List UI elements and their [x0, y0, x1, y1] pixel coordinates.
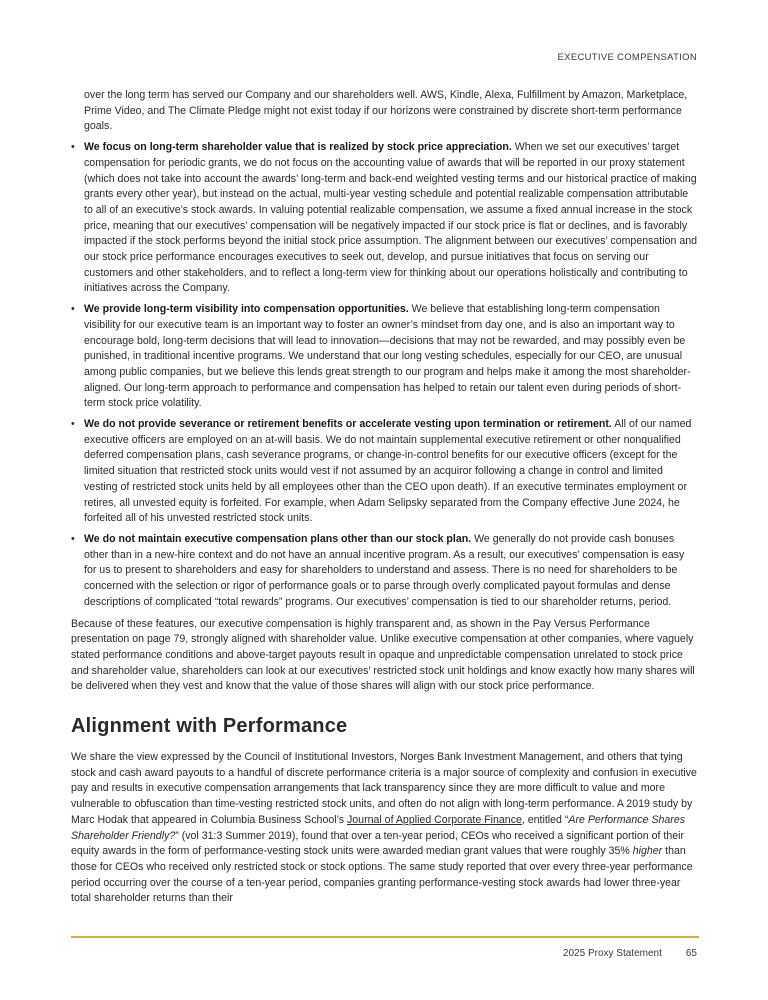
list-item-lead: We do not maintain executive compensation plans other than our stock plan. [84, 532, 472, 545]
section-heading: Alignment with Performance [71, 715, 348, 738]
list-item [71, 532, 699, 611]
section-paragraph [71, 750, 699, 907]
list-item-text: When we set our executives’ target compensation for periodic grants, we do not focus on the accounting value of awards that will be reported in our proxy statement (which does not take into account the awards’ long-term and back-end weighted vesting terms and our historical practice of making grants every other year), but instead on the actual, multi-year vesting schedule and potential realizable compensation attributable to all of an executive’s stock awards. In valuing potential realizable compensation, we assume a fixed annual increase in the stock price, meaning that our executives’ compensation will be negatively impacted if our stock price is flat or declines, and is favorably impacted if the stock performs beyond the initial stock price assumption. The alignment between our executives’ compensation and our stock price performance encourages executives to seek out, develop, and pursue initiatives that focus on serving our customers and other stakeholders, and to reflect a long-term view for thinking about our operations holistically and contributing to initiatives across the Company. [84, 141, 697, 295]
section-header: EXECUTIVE COMPENSATION [557, 52, 697, 63]
text-run: than those for CEOs who received only restricted stock or stock options. The same study reported that over every three-year performance period occurring over the course of a ten-year period, companies granting performance-vesting stock awards had lower three-year total shareholder returns than their [71, 845, 693, 905]
list-item [71, 417, 699, 527]
emphasis-higher: higher [632, 845, 663, 858]
page-footer [563, 948, 697, 959]
intro-paragraph: over the long term has served our Company and our shareholders well. AWS, Kindle, Alexa, Fulfillment by Amazon, Marketplace, Prime Video, and The Climate Pledge might not exist today if our horizons were constrained by discrete short-term performance goals. [84, 89, 688, 133]
text-run: , entitled “ [521, 813, 569, 826]
list-item-text: We generally do not provide cash bonuses other than in a new-hire context and do not have an annual incentive program. As a result, our executives’ compensation is easy for us to present to shareholders and easy for shareholders to understand and assess. There is no need for shareholders to be concerned with the selection or rigor of performance goals or to parse through overly complicated payout formulas and dense descriptions of complicated “total rewards” programs. Our executives’ compensation is tied to our shareholder returns, period. [84, 532, 685, 608]
journal-link[interactable]: Journal of Applied Corporate Finance [346, 813, 522, 826]
page-number: 65 [685, 948, 697, 959]
article-title: Are Performance Shares Shareholder Friendly? [71, 813, 686, 842]
list-item [71, 302, 699, 412]
footer-doc-title: 2025 Proxy Statement [562, 948, 662, 959]
page-body [71, 88, 699, 907]
footer-rule [71, 936, 699, 938]
list-item-text: We believe that establishing long-term compensation visibility for our executive team is an important way to foster an owner’s mindset from day one, and is also an important way to encourage bold, long-term decisions that will lead to innovation—decisions that may not be rewarded, and may possibly even be punished, in traditional incentive programs. We understand that our long vesting schedules, especially for our CEO, are unusual among public companies, but we believe this lends great strength to our program and helps make it among the most shareholder-aligned. Our long-term approach to performance and compensation has helped to retain our talent even during periods of short-term stock price volatility. [84, 303, 691, 410]
list-item-lead: We do not provide severance or retirement benefits or accelerate vesting upon termination or retirement. [84, 418, 612, 431]
text-run: We share the view expressed by the Council of Institutional Investors, Norges Bank Investment Management, and others that tying stock and cash award payouts to a handful of discrete performance criteria is a major source of complexity and confusion in executive pay and results in executive compensation arrangements that lack transparency since they are more difficult to value and more vulnerable to obfuscation than time-vesting restricted stock units, and often do not align with long-term performance. A 2019 study by Marc Hodak that appeared in Columbia Business School’s [71, 751, 697, 826]
list-item [71, 140, 699, 297]
list-item-text: All of our named executive officers are employed on an at-will basis. We do not maintain supplemental executive retirement or other nonqualified deferred compensation plans, cash severance programs, or change-in-control benefits for our executive officers (except for the limited situation that restricted stock units would vest if not assumed by an acquiror following a change in control and limited vesting of restricted stock units held by all employees other than the CEO upon death). If an executive terminates employment or retires, all unvested equity is forfeited. For example, when Adam Selipsky separated from the Company effective June 2024, he forfeited all of his unvested restricted stock units. [84, 418, 692, 525]
feature-list [71, 140, 699, 610]
list-item-lead: We focus on long-term shareholder value that is realized by stock price appreciation. [84, 141, 512, 154]
list-item-lead: We provide long-term visibility into compensation opportunities. [84, 303, 409, 316]
text-run: ” (vol 31:3 Summer 2019), found that over a ten-year period, CEOs who received a significant portion of their equity awards in the form of performance-vesting stock units were awarded median grant values that were roughly 35% [71, 829, 684, 858]
summary-paragraph: Because of these features, our executive compensation is highly transparent and, as shown in the Pay Versus Performance presentation on page 79, strongly aligned with shareholder value. Unlike executive compensation at other companies, where vaguely stated performance conditions and above-target payouts result in opaque and unpredictable compensation unrelated to stock price and shareholder value, shareholders can look at our executives’ restricted stock unit holdings and know exactly how many shares will be delivered when they vest and know that the value of those shares will align with our stock price performance. [71, 617, 695, 693]
